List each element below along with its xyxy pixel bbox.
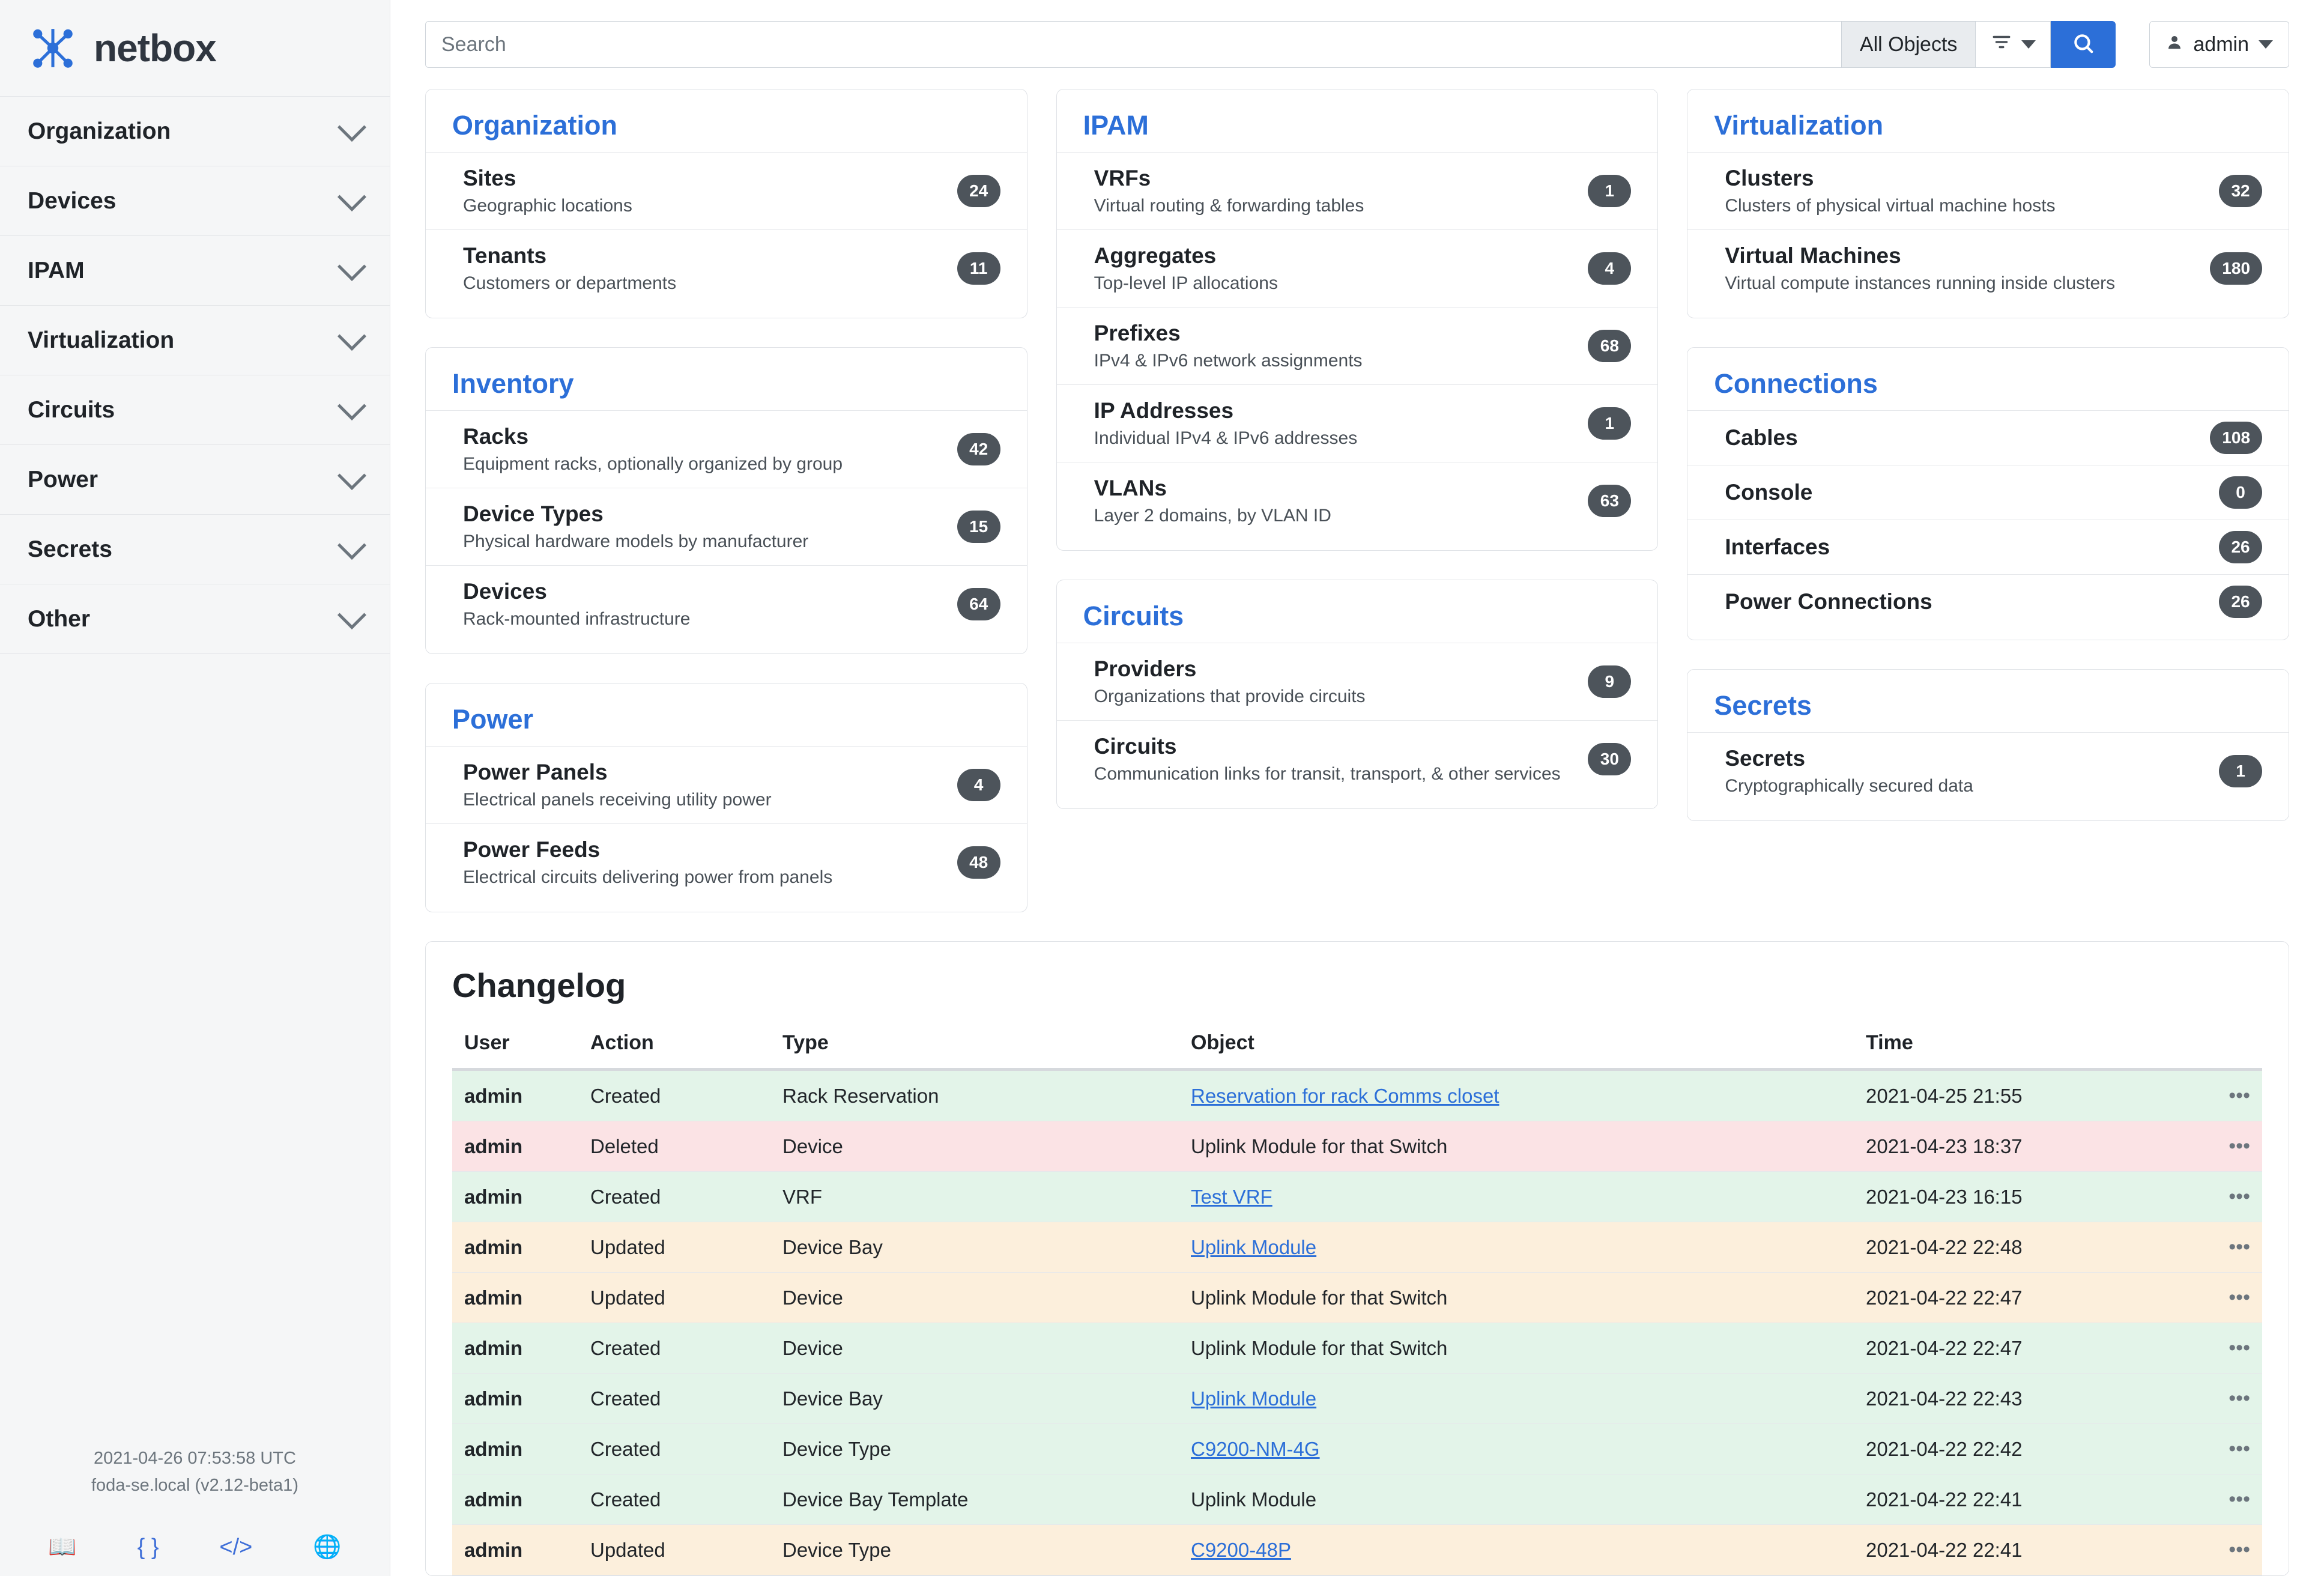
search-submit-button[interactable]	[2051, 21, 2116, 68]
brand-name: netbox	[94, 26, 216, 70]
row-desc: Cryptographically secured data	[1725, 776, 1973, 796]
cell-time: 2021-04-25 21:55	[1854, 1070, 2190, 1121]
cell-object-link[interactable]: Reservation for rack Comms closet	[1191, 1084, 1499, 1107]
panel-title: IPAM	[1083, 110, 1149, 141]
column-right	[1687, 89, 2289, 821]
panel-title: Organization	[452, 110, 618, 141]
chevron-down-icon	[2259, 40, 2273, 49]
panel-row-power-feeds[interactable]	[426, 823, 1027, 901]
row-count-badge: 63	[1588, 485, 1631, 517]
search-scope-selector[interactable]	[1841, 21, 1976, 68]
panel-row-console[interactable]	[1687, 465, 2289, 520]
cell-user: admin	[452, 1323, 578, 1374]
chevron-down-icon	[337, 182, 366, 211]
code-icon[interactable]: </>	[219, 1534, 253, 1560]
table-row[interactable]	[452, 1222, 2262, 1273]
cell-type: Device Bay	[770, 1222, 1179, 1273]
row-count-badge: 32	[2219, 175, 2262, 207]
search-input[interactable]	[425, 21, 1841, 68]
row-desc: Individual IPv4 & IPv6 addresses	[1094, 428, 1358, 448]
chevron-down-icon	[337, 321, 366, 350]
panel-columns	[425, 89, 2289, 912]
sidebar	[0, 0, 390, 1576]
panel-title: Virtualization	[1714, 110, 1884, 141]
cell-action: Updated	[578, 1273, 770, 1323]
search-scope-label: All Objects	[1859, 32, 1958, 56]
row-desc: Customers or departments	[463, 273, 677, 293]
filter-dropdown-button[interactable]	[1975, 21, 2051, 68]
cell-time: 2021-04-22 22:47	[1854, 1273, 2190, 1323]
row-name: VLANs	[1094, 476, 1167, 500]
table-row[interactable]	[452, 1172, 2262, 1222]
panel-row-racks[interactable]	[426, 410, 1027, 488]
sidebar-item-label: Organization	[28, 118, 171, 144]
cell-time: 2021-04-23 16:15	[1854, 1172, 2190, 1222]
panel-row-virtual-machines[interactable]	[1687, 229, 2289, 307]
panel-row-clusters[interactable]	[1687, 152, 2289, 229]
cell-action: Created	[578, 1323, 770, 1374]
cell-object-link[interactable]: C9200-48P	[1191, 1538, 1291, 1561]
panel-title: Inventory	[452, 368, 574, 399]
row-name: Virtual Machines	[1725, 243, 1901, 268]
row-name: VRFs	[1094, 166, 1151, 190]
panel-row-providers[interactable]	[1057, 643, 1658, 720]
panel-secrets	[1687, 669, 2289, 821]
row-desc: Layer 2 domains, by VLAN ID	[1094, 506, 1331, 526]
changelog-panel	[425, 941, 2289, 1576]
panel-row-circuits[interactable]	[1057, 720, 1658, 798]
cell-type: Rack Reservation	[770, 1070, 1179, 1121]
cell-object-link[interactable]: Uplink Module	[1191, 1387, 1317, 1410]
changelog-title: Changelog	[452, 966, 626, 1004]
row-count-badge: 108	[2210, 422, 2262, 454]
row-menu-button[interactable]: •••	[2190, 1172, 2262, 1222]
cell-action: Created	[578, 1070, 770, 1121]
cell-object: Uplink Module for that Switch	[1179, 1273, 1854, 1323]
cell-type: Device Type	[770, 1424, 1179, 1474]
row-name: Secrets	[1725, 746, 1806, 771]
search-group	[425, 21, 2116, 68]
docs-icon[interactable]: 📖	[48, 1535, 77, 1560]
table-row[interactable]	[452, 1374, 2262, 1424]
row-name: Racks	[463, 424, 529, 449]
cell-action: Deleted	[578, 1121, 770, 1172]
panel-row-interfaces[interactable]	[1687, 520, 2289, 574]
panel-connections	[1687, 347, 2289, 640]
row-menu-button[interactable]: •••	[2190, 1121, 2262, 1172]
row-name: IP Addresses	[1094, 398, 1234, 423]
cell-time: 2021-04-22 22:43	[1854, 1374, 2190, 1424]
changelog-table	[452, 1025, 2262, 1575]
sidebar-nav	[0, 96, 390, 654]
chevron-down-icon	[337, 391, 366, 420]
table-row[interactable]	[452, 1525, 2262, 1575]
row-desc: Top-level IP allocations	[1094, 273, 1278, 293]
row-desc: Rack-mounted infrastructure	[463, 609, 691, 629]
column-header-action: Action	[578, 1025, 770, 1070]
sidebar-item-label: Secrets	[28, 536, 112, 562]
footer-timestamp: 2021-04-26 07:53:58 UTC	[94, 1449, 296, 1468]
cell-time: 2021-04-22 22:41	[1854, 1525, 2190, 1575]
row-name: Console	[1725, 480, 1813, 505]
cell-user: admin	[452, 1374, 578, 1424]
cell-object-link[interactable]: Uplink Module	[1191, 1235, 1317, 1258]
table-row[interactable]	[452, 1424, 2262, 1474]
row-name: Power Connections	[1725, 589, 1932, 614]
cell-action: Created	[578, 1474, 770, 1525]
panel-title: Power	[452, 704, 534, 735]
row-name: Devices	[463, 579, 547, 604]
panel-row-secrets[interactable]	[1687, 732, 2289, 810]
row-count-badge: 48	[957, 846, 1000, 879]
api-icon[interactable]: { }	[137, 1534, 159, 1560]
row-count-badge: 4	[1588, 252, 1631, 285]
row-count-badge: 11	[957, 252, 1000, 285]
sidebar-item-power[interactable]	[0, 445, 390, 515]
row-count-badge: 1	[2219, 755, 2262, 787]
row-name: Interfaces	[1725, 535, 1830, 559]
row-menu-button[interactable]: •••	[2190, 1273, 2262, 1323]
sidebar-item-label: IPAM	[28, 257, 85, 283]
dashboard-content	[390, 89, 2324, 1576]
changelog-body	[452, 1070, 2262, 1575]
row-menu-button[interactable]: •••	[2190, 1070, 2262, 1121]
panel-title: Secrets	[1714, 690, 1812, 721]
sidebar-item-devices[interactable]	[0, 166, 390, 236]
row-menu-button[interactable]: •••	[2190, 1323, 2262, 1374]
sidebar-item-label: Devices	[28, 187, 117, 214]
topbar	[390, 0, 2324, 89]
panel-row-power-panels[interactable]	[426, 746, 1027, 823]
row-name: Prefixes	[1094, 321, 1181, 345]
row-count-badge: 1	[1588, 175, 1631, 207]
row-count-badge: 15	[957, 511, 1000, 543]
cell-type: Device	[770, 1323, 1179, 1374]
row-name: Clusters	[1725, 166, 1814, 190]
sidebar-item-label: Other	[28, 605, 91, 632]
row-desc: Geographic locations	[463, 196, 632, 216]
cell-user: admin	[452, 1172, 578, 1222]
sidebar-item-organization[interactable]	[0, 97, 390, 166]
cell-action: Created	[578, 1424, 770, 1474]
sidebar-item-label: Circuits	[28, 396, 115, 423]
row-count-badge: 180	[2210, 252, 2262, 285]
row-menu-button[interactable]: •••	[2190, 1374, 2262, 1424]
cell-time: 2021-04-23 18:37	[1854, 1121, 2190, 1172]
cell-user: admin	[452, 1070, 578, 1121]
column-left	[425, 89, 1027, 912]
column-header-user: User	[452, 1025, 578, 1070]
row-menu-button[interactable]: •••	[2190, 1474, 2262, 1525]
cell-type: Device Type	[770, 1525, 1179, 1575]
sidebar-item-label: Power	[28, 466, 98, 492]
user-menu-label: admin	[2193, 32, 2249, 56]
cell-type: Device	[770, 1121, 1179, 1172]
brand[interactable]	[0, 0, 390, 96]
panel-title: Connections	[1714, 368, 1878, 399]
chevron-down-icon	[337, 461, 366, 489]
row-name: Device Types	[463, 502, 604, 526]
table-row[interactable]	[452, 1121, 2262, 1172]
main-area	[390, 0, 2324, 1576]
panel-row-device-types[interactable]	[426, 488, 1027, 565]
cell-type: VRF	[770, 1172, 1179, 1222]
row-count-badge: 1	[1588, 407, 1631, 440]
row-desc: Equipment racks, optionally organized by group	[463, 454, 843, 474]
table-row[interactable]	[452, 1474, 2262, 1525]
chevron-down-icon	[337, 530, 366, 559]
sidebar-footer	[0, 1445, 390, 1499]
sidebar-item-circuits[interactable]	[0, 375, 390, 445]
cell-user: admin	[452, 1273, 578, 1323]
row-menu-button[interactable]: •••	[2190, 1222, 2262, 1273]
panel-row-ip-addresses[interactable]	[1057, 384, 1658, 462]
chevron-down-icon	[2021, 40, 2036, 49]
cell-user: admin	[452, 1222, 578, 1273]
panel-organization	[425, 89, 1027, 318]
footer-version: foda-se.local (v2.12-beta1)	[91, 1476, 298, 1496]
row-desc: Electrical circuits delivering power from panels	[463, 867, 833, 887]
column-header-actions	[2190, 1025, 2262, 1070]
row-desc: Electrical panels receiving utility power	[463, 790, 772, 810]
sidebar-item-label: Virtualization	[28, 327, 175, 353]
row-name: Power Panels	[463, 760, 608, 784]
cell-object: Uplink Module for that Switch	[1179, 1121, 1854, 1172]
row-count-badge: 9	[1588, 665, 1631, 698]
row-desc: IPv4 & IPv6 network assignments	[1094, 351, 1363, 371]
user-menu-button[interactable]	[2149, 21, 2289, 68]
row-desc: Clusters of physical virtual machine hosts	[1725, 196, 2056, 216]
table-header-row	[452, 1025, 2262, 1070]
globe-icon[interactable]: 🌐	[313, 1535, 342, 1560]
cell-object: Uplink Module for that Switch	[1179, 1323, 1854, 1374]
cell-user: admin	[452, 1424, 578, 1474]
cell-type: Device Bay Template	[770, 1474, 1179, 1525]
row-name: Tenants	[463, 243, 547, 268]
search-icon	[2072, 32, 2095, 58]
cell-object: Uplink Module	[1179, 1474, 1854, 1525]
panel-row-vlans[interactable]	[1057, 462, 1658, 539]
column-header-time: Time	[1854, 1025, 2190, 1070]
row-desc: Virtual compute instances running inside clusters	[1725, 273, 2116, 293]
row-count-badge: 30	[1588, 743, 1631, 775]
chevron-down-icon	[337, 600, 366, 629]
row-count-badge: 42	[957, 433, 1000, 465]
chevron-down-icon	[337, 112, 366, 141]
cell-type: Device	[770, 1273, 1179, 1323]
cell-time: 2021-04-22 22:48	[1854, 1222, 2190, 1273]
netbox-logo-icon	[28, 23, 78, 73]
row-count-badge: 0	[2219, 476, 2262, 509]
cell-time: 2021-04-22 22:42	[1854, 1424, 2190, 1474]
cell-user: admin	[452, 1474, 578, 1525]
panel-row-prefixes[interactable]	[1057, 307, 1658, 384]
panel-row-devices[interactable]	[426, 565, 1027, 643]
panel-inventory	[425, 347, 1027, 654]
cell-user: admin	[452, 1525, 578, 1575]
row-name: Sites	[463, 166, 516, 190]
user-icon	[2165, 33, 2183, 56]
panel-row-vrfs[interactable]	[1057, 152, 1658, 229]
cell-object-link[interactable]: C9200-NM-4G	[1191, 1437, 1320, 1460]
panel-power	[425, 683, 1027, 912]
table-row[interactable]	[452, 1273, 2262, 1323]
cell-action: Created	[578, 1172, 770, 1222]
row-name: Providers	[1094, 656, 1197, 681]
cell-action: Updated	[578, 1525, 770, 1575]
row-name: Cables	[1725, 425, 1798, 450]
table-row[interactable]	[452, 1070, 2262, 1121]
row-name: Aggregates	[1094, 243, 1217, 268]
row-count-badge: 26	[2219, 531, 2262, 563]
row-menu-button[interactable]: •••	[2190, 1424, 2262, 1474]
row-count-badge: 68	[1588, 330, 1631, 362]
sidebar-item-secrets[interactable]	[0, 515, 390, 584]
panel-ipam	[1056, 89, 1659, 551]
chevron-down-icon	[337, 252, 366, 280]
filter-icon	[1990, 32, 2013, 57]
row-menu-button[interactable]: •••	[2190, 1525, 2262, 1575]
cell-time: 2021-04-22 22:41	[1854, 1474, 2190, 1525]
column-middle	[1056, 89, 1659, 809]
sidebar-icon-bar	[0, 1518, 390, 1576]
cell-type: Device Bay	[770, 1374, 1179, 1424]
panel-row-cables[interactable]	[1687, 410, 2289, 465]
panel-virtualization	[1687, 89, 2289, 318]
sidebar-item-virtualization[interactable]	[0, 306, 390, 375]
panel-row-tenants[interactable]	[426, 229, 1027, 307]
cell-action: Updated	[578, 1222, 770, 1273]
cell-action: Created	[578, 1374, 770, 1424]
panel-circuits	[1056, 580, 1659, 809]
sidebar-item-ipam[interactable]	[0, 236, 390, 306]
row-count-badge: 64	[957, 588, 1000, 620]
column-header-object: Object	[1179, 1025, 1854, 1070]
panel-title: Circuits	[1083, 601, 1184, 631]
column-header-type: Type	[770, 1025, 1179, 1070]
panel-row-sites[interactable]	[426, 152, 1027, 229]
row-name: Power Feeds	[463, 837, 601, 862]
row-desc: Communication links for transit, transport, & other services	[1094, 764, 1561, 784]
row-desc: Virtual routing & forwarding tables	[1094, 196, 1364, 216]
row-count-badge: 26	[2219, 586, 2262, 618]
row-desc: Organizations that provide circuits	[1094, 686, 1366, 706]
row-count-badge: 24	[957, 175, 1000, 207]
row-name: Circuits	[1094, 734, 1177, 759]
row-count-badge: 4	[957, 769, 1000, 801]
panel-row-power-connections[interactable]	[1687, 574, 2289, 629]
sidebar-item-other[interactable]	[0, 584, 390, 654]
table-row[interactable]	[452, 1323, 2262, 1374]
panel-row-aggregates[interactable]	[1057, 229, 1658, 307]
cell-user: admin	[452, 1121, 578, 1172]
cell-time: 2021-04-22 22:47	[1854, 1323, 2190, 1374]
cell-object-link[interactable]: Test VRF	[1191, 1185, 1272, 1208]
row-desc: Physical hardware models by manufacturer	[463, 532, 809, 551]
